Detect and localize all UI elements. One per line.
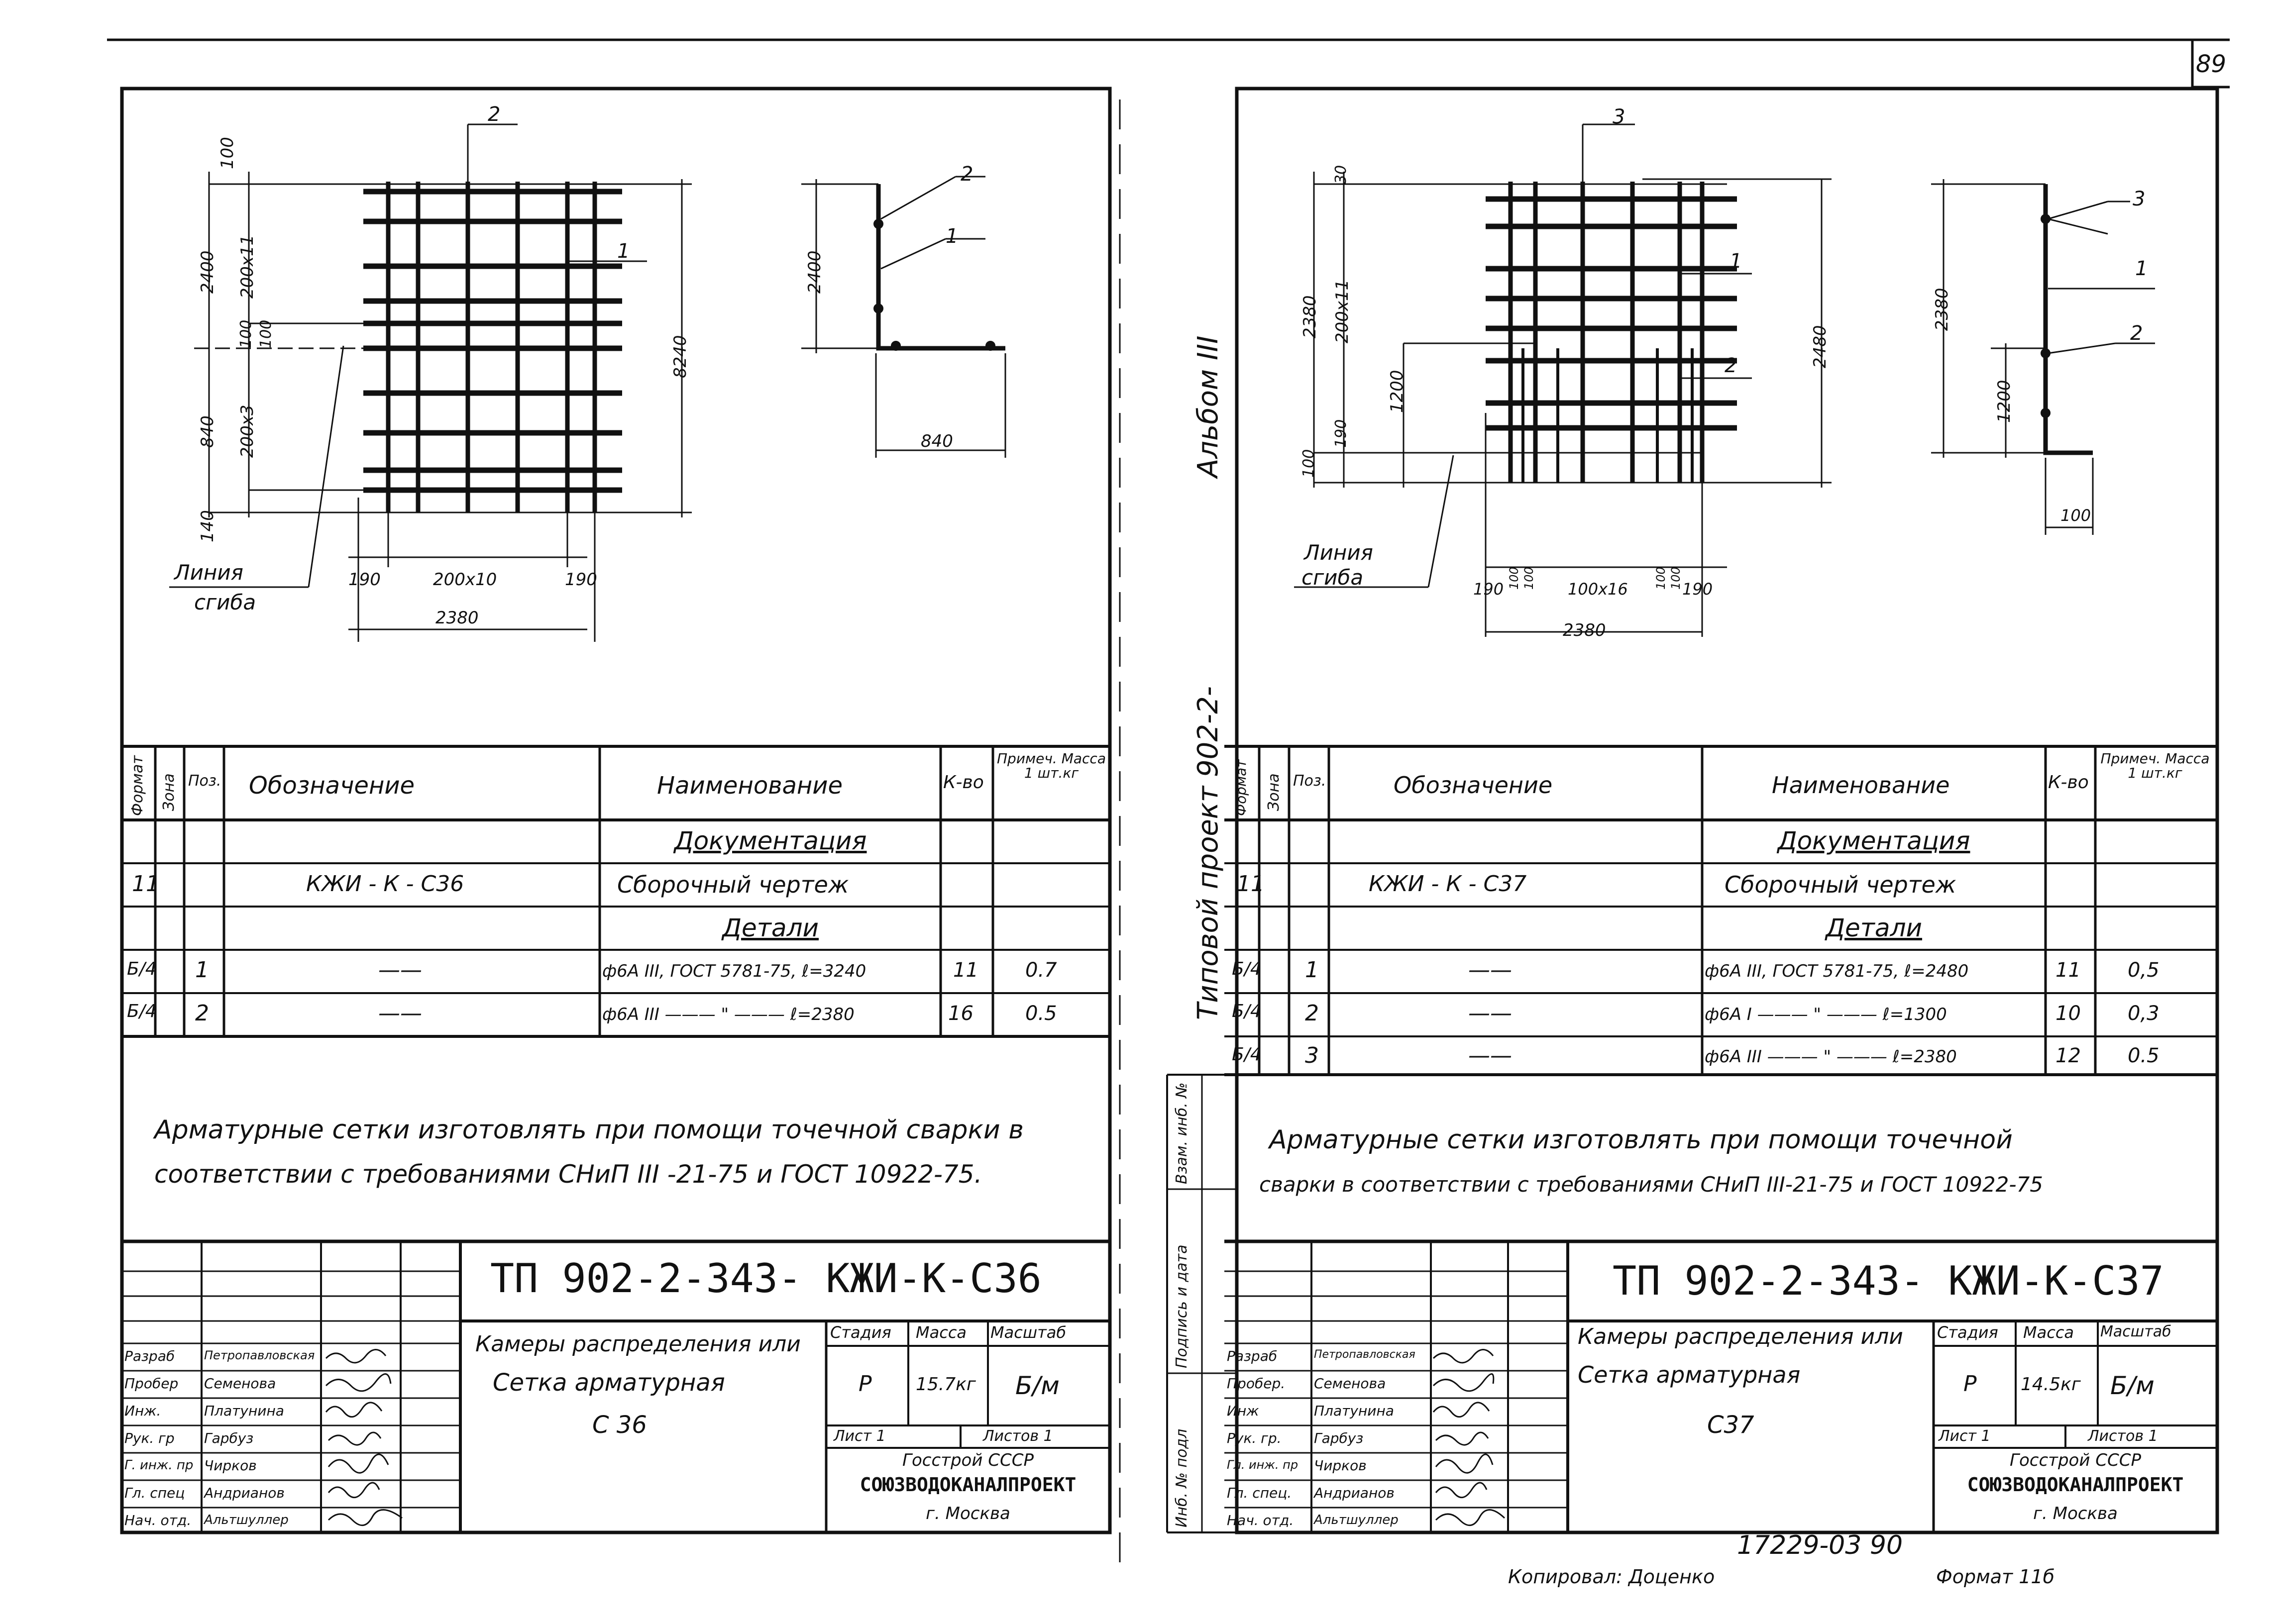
org-line: г. Москва <box>2033 1504 2118 1523</box>
page-number: 89 <box>2196 50 2227 78</box>
person-name: Платунина <box>204 1403 284 1419</box>
org-line: Госстрой СССР <box>2010 1450 2141 1470</box>
cell-designation: КЖИ - К - С36 <box>306 871 464 897</box>
cell-name: ф6А I ——— " ——— ℓ=1300 <box>1705 1005 1947 1024</box>
leader-2-section: 2 <box>2130 322 2143 345</box>
leader-1: 1 <box>617 240 630 263</box>
dim: 2380 <box>1300 295 1320 338</box>
sheet-number: Лист 1 <box>1939 1427 1991 1445</box>
role: Пробер <box>124 1375 179 1392</box>
note-line: Арматурные сетки изготовлять при помощи точечной <box>1269 1125 2013 1155</box>
role: Г. инж. пр <box>124 1458 194 1473</box>
scale-label: Масштаб <box>2100 1323 2171 1340</box>
copied-by: Копировал: Доценко <box>1508 1566 1715 1588</box>
section-details: Детали <box>1825 914 1923 942</box>
dim: 200x10 <box>433 570 497 590</box>
section-details: Детали <box>722 914 819 942</box>
dim: 100 <box>1522 567 1536 590</box>
col-pos: Поз. <box>1293 772 1326 790</box>
cell-qty: 11 <box>2055 959 2081 982</box>
cell-pos: 3 <box>1305 1043 1319 1068</box>
dim: 190 <box>565 570 597 590</box>
cell-note: 0.5 <box>1025 1002 1057 1025</box>
cell-qty: 10 <box>2055 1002 2081 1025</box>
note-line: соответствии с требованиями СНиП III -21-75 и ГОСТ 10922-75. <box>154 1160 982 1189</box>
role: Нач. отд. <box>1227 1512 1294 1528</box>
sheets-count: Листов 1 <box>983 1427 1053 1445</box>
col-format: Формат <box>129 755 146 816</box>
scale-value: Б/м <box>1015 1371 1060 1400</box>
person-name: Андрианов <box>204 1485 285 1501</box>
org-line: СОЮЗВОДОКАНАЛПРОЕКТ <box>1967 1474 2184 1496</box>
dim: 1200 <box>1994 380 2014 423</box>
cell-designation: —— <box>1468 957 1512 983</box>
org-line: СОЮЗВОДОКАНАЛПРОЕКТ <box>860 1474 1077 1496</box>
dim: 100 <box>1669 567 1683 590</box>
org-line: Госстрой СССР <box>902 1450 1034 1470</box>
cell-format: Б/4 <box>1232 959 1262 979</box>
dim: 2400 <box>805 250 825 294</box>
col-zone: Зона <box>160 773 178 811</box>
cell-format: 11 <box>132 871 160 897</box>
dim: 100 <box>1507 567 1521 590</box>
mass-label: Масса <box>2023 1323 2074 1342</box>
stage-label: Стадия <box>1937 1323 1998 1342</box>
person-name: Чирков <box>204 1457 257 1474</box>
dim: 100 <box>2060 506 2091 525</box>
cell-qty: 12 <box>2055 1044 2081 1067</box>
cell-name: ф6А III, ГОСТ 5781-75, ℓ=2480 <box>1705 961 1969 981</box>
stage-value: Р <box>859 1371 872 1397</box>
mass-label: Масса <box>916 1323 967 1342</box>
margin-label-replace: Взам. инб. № <box>1173 1082 1190 1184</box>
dim: 200x3 <box>237 405 257 458</box>
cell-qty: 16 <box>948 1002 973 1025</box>
person-name: Андрианов <box>1314 1485 1395 1501</box>
project-stamp: Типовой проект 902-2- <box>1192 686 1224 1020</box>
dim: 100 <box>1300 449 1317 478</box>
cell-pos: 1 <box>1305 957 1319 983</box>
cell-pos: 2 <box>1305 1001 1319 1026</box>
scale-label: Масштаб <box>990 1323 1067 1342</box>
title-line: Сетка арматурная <box>1578 1361 1801 1388</box>
dim: 8240 <box>670 335 690 378</box>
dim: 30 <box>1332 165 1350 184</box>
dim: 2380 <box>1563 620 1606 640</box>
drawing-code: ТП 902-2-343- КЖИ-К-С36 <box>490 1255 1042 1302</box>
leader-2-section: 2 <box>961 163 973 186</box>
person-name: Платунина <box>1314 1403 1394 1419</box>
mass-value: 15.7кг <box>916 1374 976 1395</box>
role: Гл. спец <box>124 1485 185 1501</box>
cell-name: ф6А III ——— " ——— ℓ=2380 <box>602 1005 855 1024</box>
col-format: Формат <box>1233 759 1249 816</box>
person-name: Петропавловская <box>1314 1348 1415 1361</box>
bend-line-label: сгиба <box>194 590 256 614</box>
leader-2: 2 <box>1725 354 1737 377</box>
leader-1: 1 <box>1730 250 1742 273</box>
margin-label-sign: Подпись и дата <box>1173 1244 1190 1368</box>
leader-1-section: 1 <box>946 225 959 248</box>
scale-value: Б/м <box>2110 1371 2155 1400</box>
leader-3: 3 <box>1613 105 1625 128</box>
section-documentation: Документация <box>674 826 867 855</box>
dim: 840 <box>921 431 953 451</box>
note-line: Арматурные сетки изготовлять при помощи точечной сварки в <box>154 1115 1024 1145</box>
dim: 100 <box>237 319 255 348</box>
dim: 190 <box>1473 580 1504 599</box>
cell-designation: —— <box>1468 1043 1512 1068</box>
dim: 2380 <box>1932 288 1952 331</box>
cell-pos: 2 <box>195 1001 209 1026</box>
cell-note: 0.5 <box>2128 1044 2160 1067</box>
album-stamp: Альбом III <box>1192 335 1224 478</box>
dim: 100 <box>217 137 237 169</box>
org-line: г. Москва <box>926 1504 1010 1523</box>
bend-line-label: Линия <box>174 560 243 585</box>
dim: 2400 <box>198 250 217 294</box>
mass-value: 14.5кг <box>2021 1374 2081 1395</box>
cell-designation: КЖИ - К - С37 <box>1369 871 1527 897</box>
sheet-format: Формат 11б <box>1936 1566 2055 1588</box>
dim: 100x16 <box>1568 580 1628 599</box>
person-name: Альтшуллер <box>1314 1513 1399 1527</box>
person-name: Семенова <box>1314 1375 1386 1392</box>
person-name: Альтшуллер <box>204 1513 289 1527</box>
note-line: сварки в соответствии с требованиями СНиП III-21-75 и ГОСТ 10922-75 <box>1259 1172 2043 1197</box>
role: Разраб <box>1227 1348 1278 1364</box>
sheet-number: Лист 1 <box>834 1427 886 1445</box>
role: Нач. отд. <box>124 1512 192 1528</box>
role: Инж. <box>124 1403 161 1419</box>
person-name: Петропавловская <box>204 1348 315 1362</box>
dim: 2480 <box>1810 325 1830 368</box>
leader-2: 2 <box>488 103 501 126</box>
stage-label: Стадия <box>830 1323 891 1342</box>
leader-1-section: 1 <box>2135 257 2148 280</box>
cell-format: Б/4 <box>127 959 157 979</box>
dim: 140 <box>198 510 217 542</box>
cell-designation: —— <box>378 1001 422 1026</box>
col-designation: Обозначение <box>249 772 415 800</box>
cell-designation: —— <box>1468 1001 1512 1026</box>
bend-line-label: сгиба <box>1301 565 1364 590</box>
role: Гл. спец. <box>1227 1485 1292 1501</box>
role: Разраб <box>124 1348 175 1364</box>
title-line: Сетка арматурная <box>493 1369 725 1397</box>
col-qty: К-во <box>943 772 984 793</box>
person-name: Гарбуз <box>1314 1430 1364 1446</box>
dim: 100 <box>1654 567 1668 590</box>
dim: 190 <box>1332 419 1350 448</box>
dim: 840 <box>198 415 217 448</box>
dim: 1200 <box>1387 370 1407 413</box>
col-note: Примеч. Масса 1 шт.кг <box>2100 750 2210 782</box>
person-name: Гарбуз <box>204 1430 254 1446</box>
cell-name: ф6А III ——— " ——— ℓ=2380 <box>1705 1047 1957 1067</box>
cell-format: Б/4 <box>1232 1001 1262 1021</box>
col-designation: Обозначение <box>1394 772 1553 799</box>
person-name: Чирков <box>1314 1457 1367 1474</box>
dim: 2380 <box>435 608 479 628</box>
role: Рук. гр <box>124 1430 175 1446</box>
role: Пробер. <box>1227 1375 1286 1392</box>
cell-format: 11 <box>1237 871 1265 897</box>
leader-3-section: 3 <box>2133 188 2146 210</box>
sheets-count: Листов 1 <box>2088 1427 2158 1445</box>
role: Рук. гр. <box>1227 1430 1282 1446</box>
cell-note: 0.7 <box>1025 959 1057 982</box>
role: Гл. инж. пр <box>1227 1458 1298 1472</box>
bend-line-label: Линия <box>1304 540 1373 565</box>
col-pos: Поз. <box>188 772 221 790</box>
cell-qty: 11 <box>953 959 978 982</box>
cell-note: 0,3 <box>2128 1002 2160 1025</box>
dim: 190 <box>348 570 381 590</box>
cell-pos: 1 <box>195 957 209 983</box>
title-line: Камеры распределения или <box>1578 1324 1903 1349</box>
dim: 200x11 <box>237 234 257 299</box>
cell-name: ф6А III, ГОСТ 5781-75, ℓ=3240 <box>602 961 866 981</box>
person-name: Семенова <box>204 1375 276 1392</box>
archive-code: 17229-03 90 <box>1737 1530 1903 1560</box>
drawing-code: ТП 902-2-343- КЖИ-К-С37 <box>1613 1258 2164 1304</box>
margin-label-inv: Инб. № подл <box>1173 1428 1190 1527</box>
cell-name: Сборочный чертеж <box>617 871 849 898</box>
title-line: С 36 <box>592 1411 647 1439</box>
cell-designation: —— <box>378 957 422 983</box>
dim: 190 <box>1682 580 1713 599</box>
col-name: Наименование <box>657 772 843 800</box>
cell-format: Б/4 <box>127 1001 157 1021</box>
cell-format: Б/4 <box>1232 1044 1262 1065</box>
role: Инж <box>1227 1403 1259 1419</box>
cell-name: Сборочный чертеж <box>1725 871 1956 898</box>
col-zone: Зона <box>1265 773 1283 811</box>
stage-value: Р <box>1963 1371 1977 1397</box>
cell-note: 0,5 <box>2128 959 2160 982</box>
title-line: Камеры распределения или <box>475 1331 801 1357</box>
col-note: Примеч. Масса 1 шт.кг <box>997 750 1106 782</box>
dim: 100 <box>257 319 275 348</box>
col-name: Наименование <box>1772 772 1950 799</box>
dim: 200x11 <box>1332 279 1352 343</box>
section-documentation: Документация <box>1777 826 1970 855</box>
col-qty: К-во <box>2048 772 2089 793</box>
title-line: С37 <box>1707 1411 1754 1439</box>
